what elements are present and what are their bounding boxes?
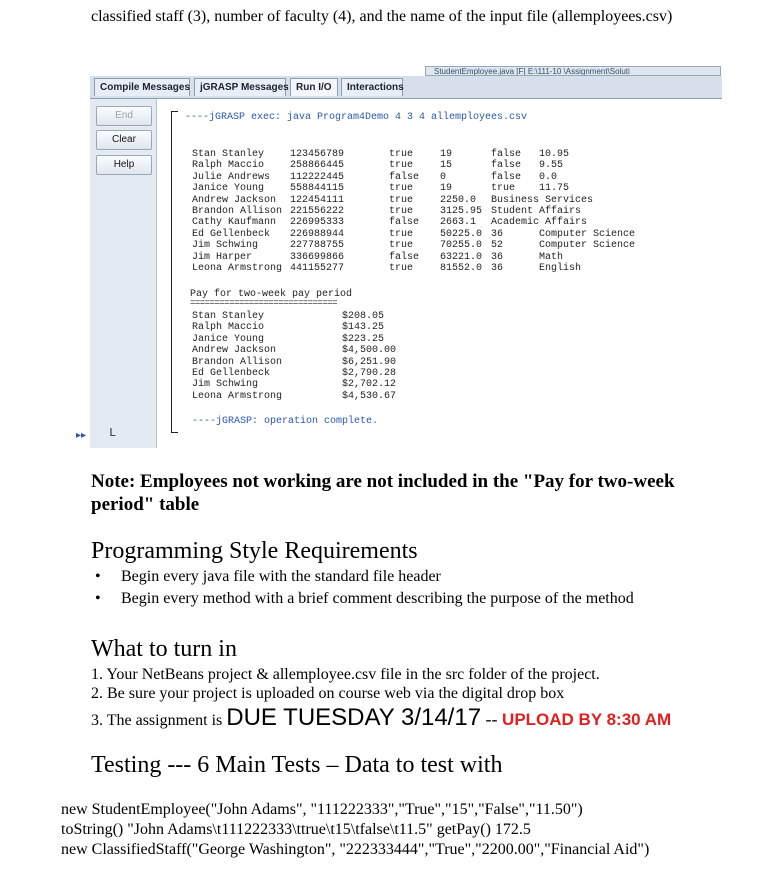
employee-c5-cell: true <box>491 183 516 195</box>
employee-working-cell: false <box>389 251 420 263</box>
employee-c4-cell: 19 <box>440 183 453 195</box>
pay-amount-cell: $2,702.12 <box>342 379 397 391</box>
employee-c4-cell: 81552.0 <box>440 263 483 274</box>
employee-c6-cell: English <box>539 263 582 274</box>
pay-name-cell: Ed Gellenbeck <box>192 368 271 379</box>
employee-name-cell: Janice Young <box>192 183 265 195</box>
test-line: new ClassifiedStaff("George Washington", "222333444","True","2200.00","Financial Aid") <box>61 841 650 858</box>
turn-in-item-1: 1. Your NetBeans project & allemployee.csv file in the src folder of the project. <box>91 666 600 683</box>
employee-working-cell: true <box>389 183 414 195</box>
employee-c4-cell: 2250.0 <box>440 194 477 206</box>
pay-amount-cell: $4,500.00 <box>342 345 397 357</box>
employee-c6-cell: 10.95 <box>539 149 570 160</box>
employee-working-cell: true <box>389 228 414 240</box>
pay-amount-cell: $223.25 <box>342 333 385 345</box>
employee-c6-cell: Computer Science <box>539 228 636 240</box>
pay-amount-cell: $143.25 <box>342 322 385 334</box>
turn-in-heading: What to turn in <box>91 636 237 662</box>
employee-c4-cell: 50225.0 <box>440 228 483 240</box>
tab-bar <box>90 76 722 99</box>
exec-line: ----jGRASP exec: java Program4Demo 4 3 4 allemployees.csv <box>185 112 528 123</box>
pay-amount-cell: $6,251.90 <box>342 356 397 368</box>
employee-c6-cell: Computer Science <box>539 240 636 252</box>
employee-id-cell: 558844115 <box>290 183 345 195</box>
complete-line: ----jGRASP: operation complete. <box>192 416 379 427</box>
employee-name-cell: Jim Harper <box>192 251 253 263</box>
tab-jgrasp-messages[interactable]: jGRASP Messages <box>194 78 286 96</box>
employee-c6-cell: Math <box>539 251 564 263</box>
pay-amount-cell: $208.05 <box>342 311 385 322</box>
output-bracket <box>171 111 178 433</box>
employee-c4-cell: 70255.0 <box>440 240 483 252</box>
pay-name-cell: Janice Young <box>192 333 265 345</box>
due-date: DUE TUESDAY 3/14/17 <box>226 704 482 731</box>
employee-name-cell: Brandon Allison <box>192 206 283 217</box>
employee-id-cell: 122454111 <box>290 194 345 206</box>
employee-c5-cell: 36 <box>491 228 504 240</box>
employee-name-cell: Leona Armstrong <box>192 263 283 274</box>
test-line: new StudentEmployee("John Adams", "111222333","True","15","False","11.50") <box>61 801 583 818</box>
employee-c4-cell: 63221.0 <box>440 251 483 263</box>
employee-working-cell: true <box>389 149 414 160</box>
pay-rule: ============================== <box>190 298 338 308</box>
employee-working-cell: false <box>389 171 420 183</box>
employee-c5-cell: false <box>491 149 522 160</box>
pay-amount-cell: $4,530.67 <box>342 390 397 402</box>
employee-working-cell: true <box>389 206 414 217</box>
tab-compile-messages[interactable]: Compile Messages <box>94 78 190 96</box>
employee-id-cell: 226995333 <box>290 217 345 229</box>
button-sidebar <box>90 99 157 448</box>
employee-c6-cell: 0.0 <box>539 171 558 183</box>
employee-c6-cell: 9.55 <box>539 160 564 172</box>
employee-id-cell: 226988944 <box>290 228 345 240</box>
employee-id-cell: 112222445 <box>290 171 345 183</box>
pay-name-cell: Stan Stanley <box>192 311 265 322</box>
employee-id-cell: 336699866 <box>290 251 345 263</box>
employee-name-cell: Ed Gellenbeck <box>192 228 271 240</box>
employee-c4-cell: 0 <box>440 171 447 183</box>
employee-c5-cell: 36 <box>491 251 504 263</box>
employee-name-cell: Andrew Jackson <box>192 194 277 206</box>
help-button[interactable]: Help <box>96 155 152 175</box>
employee-name-cell: Ralph Maccio <box>192 160 265 172</box>
jgrasp-window <box>90 68 722 448</box>
turn-in-item-3: 3. The assignment is DUE TUESDAY 3/14/17 -- UPLOAD BY 8:30 AM <box>91 704 672 731</box>
employee-name-cell: Jim Schwing <box>192 240 259 252</box>
employee-c5-cell: Student Affairs <box>491 206 582 217</box>
employee-name-cell: Cathy Kaufmann <box>192 217 277 229</box>
employee-working-cell: false <box>389 217 420 229</box>
employee-id-cell: 221556222 <box>290 206 345 217</box>
employee-name-cell: Stan Stanley <box>192 149 265 160</box>
employee-c5-cell: Business Services <box>491 194 594 206</box>
turn-in-item-2: 2. Be sure your project is uploaded on course web via the digital drop box <box>91 685 565 702</box>
style-bullet: • Begin every method with a brief comment describing the purpose of the method <box>95 590 634 607</box>
input-cursor[interactable]: L <box>109 426 117 440</box>
employee-c4-cell: 15 <box>440 160 453 172</box>
employee-c4-cell: 2663.1 <box>440 217 477 229</box>
bullet-icon: • <box>95 568 101 585</box>
employee-name-cell: Julie Andrews <box>192 171 271 183</box>
employee-c6-cell: 11.75 <box>539 183 570 195</box>
tab-interactions[interactable]: Interactions <box>341 78 403 96</box>
window-title-strip: StudentEmployee.java [F] E:\111-10 \Assignment\Soluti <box>425 66 721 76</box>
pay-amount-cell: $2,790.28 <box>342 368 397 379</box>
pay-name-cell: Brandon Allison <box>192 356 283 368</box>
employee-c4-cell: 19 <box>440 149 453 160</box>
employee-c5-cell: Academic Affairs <box>491 217 588 229</box>
clear-button[interactable]: Clear <box>96 130 152 150</box>
pay-title: Pay for two-week pay period <box>190 289 353 300</box>
employee-c5-cell: 36 <box>491 263 504 274</box>
employee-working-cell: true <box>389 263 414 274</box>
style-bullet: • Begin every java file with the standard file header <box>95 568 441 585</box>
style-heading: Programming Style Requirements <box>91 538 418 564</box>
end-button[interactable]: End <box>96 106 152 126</box>
pay-name-cell: Leona Armstrong <box>192 390 283 402</box>
note: Note: Employees not working are not included in the "Pay for two-week period" table <box>91 471 675 515</box>
testing-heading: Testing --- 6 Main Tests – Data to test with <box>91 752 503 778</box>
upload-deadline: UPLOAD BY 8:30 AM <box>502 710 672 729</box>
employee-c5-cell: 52 <box>491 240 504 252</box>
employee-c4-cell: 3125.95 <box>440 206 483 217</box>
test-line: toString() "John Adams\t111222333\ttrue\t15\tfalse\t11.5" getPay() 172.5 <box>61 821 531 838</box>
employee-id-cell: 227788755 <box>290 240 345 252</box>
intro-line: classified staff (3), number of faculty (4), and the name of the input file (allemployees.csv) <box>91 8 673 25</box>
employee-working-cell: true <box>389 160 414 172</box>
employee-working-cell: true <box>389 194 414 206</box>
employee-id-cell: 258866445 <box>290 160 345 172</box>
employee-id-cell: 123456789 <box>290 149 345 160</box>
employee-c5-cell: false <box>491 160 522 172</box>
pay-name-cell: Andrew Jackson <box>192 345 277 357</box>
pay-name-cell: Jim Schwing <box>192 379 259 391</box>
pay-name-cell: Ralph Maccio <box>192 322 265 334</box>
tab-run-io[interactable]: Run I/O <box>290 78 338 96</box>
bullet-icon: • <box>95 590 101 607</box>
prompt-arrow-icon: ▸▸ <box>76 430 87 441</box>
run-io-console[interactable] <box>157 99 722 448</box>
employee-c5-cell: false <box>491 171 522 183</box>
employee-id-cell: 441155277 <box>290 263 345 274</box>
employee-working-cell: true <box>389 240 414 252</box>
